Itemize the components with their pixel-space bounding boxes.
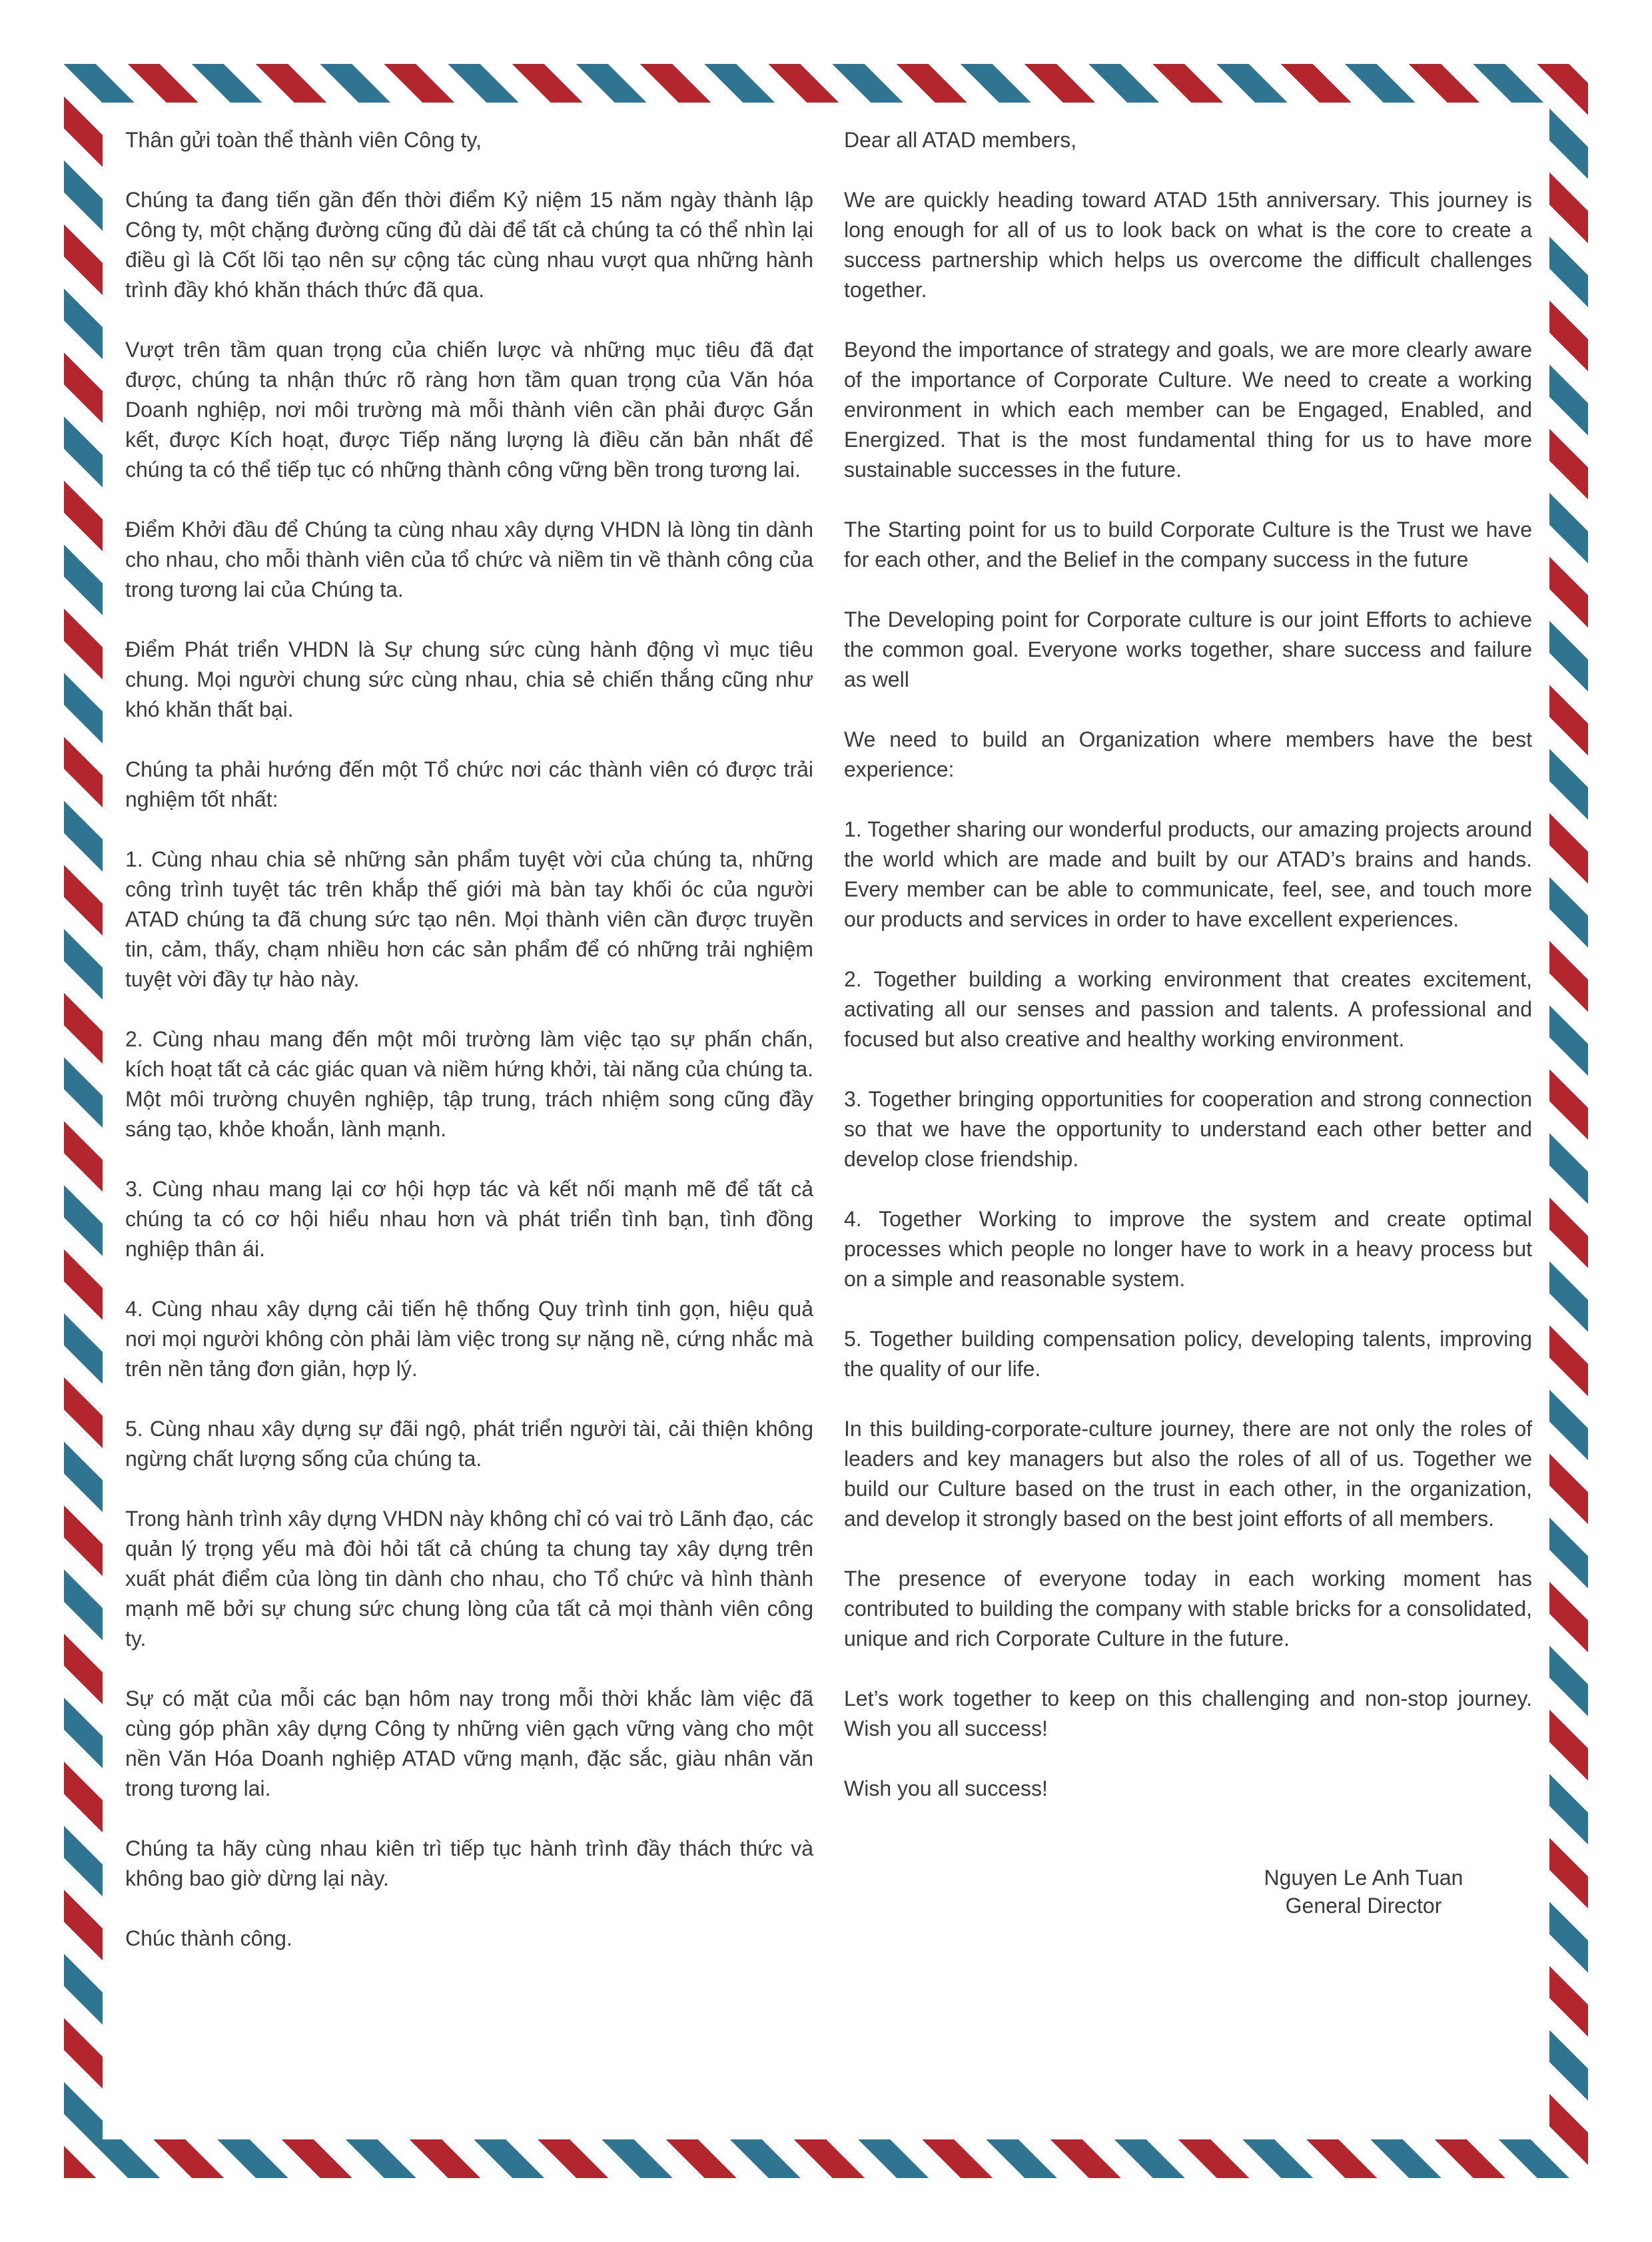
en-list-item: 5. Together building compensation policy, developing talents, improving the quality of our life.: [844, 1327, 1532, 1381]
vietnamese-column: [125, 125, 813, 2137]
en-paragraph: The Starting point for us to build Corporate Culture is the Trust we have for each other, and the Belief in the company success in the future: [844, 518, 1532, 571]
vi-list-item: 3. Cùng nhau mang lại cơ hội hợp tác và kết nối mạnh mẽ để tất cả chúng ta có cơ hội hiểu nhau hơn và phát triển tình bạn, tình đồng nghiệp thân ái.: [125, 1177, 813, 1261]
en-paragraph: Let’s work together to keep on this challenging and non-stop journey. Wish you all success!: [844, 1686, 1532, 1740]
en-list-item: 3. Together bringing opportunities for cooperation and strong connection so that we have the opportunity to understand each other better and develop close friendship.: [844, 1087, 1532, 1171]
en-greeting: Dear all ATAD members,: [844, 128, 1077, 152]
vi-closing: Chúc thành công.: [125, 1926, 292, 1950]
vi-list-item: 4. Cùng nhau xây dựng cải tiến hệ thống Quy trình tinh gọn, hiệu quả nơi mọi người không còn phải làm việc trong sự nặng nề, cứng nhắc mà trên nền tảng đơn giản, hợp lý.: [125, 1297, 813, 1381]
vi-paragraph: Chúng ta phải hướng đến một Tổ chức nơi các thành viên có được trải nghiệm tốt nhất:: [125, 757, 813, 811]
en-closing: Wish you all success!: [844, 1776, 1048, 1800]
vi-paragraph: Chúng ta đang tiến gần đến thời điểm Kỷ niệm 15 năm ngày thành lập Công ty, một chặng đường cũng đủ dài để tất cả chúng ta có thể nhìn lại điều gì là Cốt lõi tạo nên sự cộng tác cùng nhau vượt qua những hành trình đầy khó khăn thách thức đã qua.: [125, 188, 813, 302]
vi-paragraph: Vượt trên tầm quan trọng của chiến lược và những mục tiêu đã đạt được, chúng ta nhận thức rõ ràng hơn tầm quan trọng của Văn hóa Doanh nghiệp, nơi môi trường mà mỗi thành viên cần phải được Gắn kết, được Kích hoạt, được Tiếp năng lượng là điều căn bản nhất để chúng ta có thể tiếp tục có những thành công vững bền trong tương lai.: [125, 338, 813, 482]
vi-list-item: 5. Cùng nhau xây dựng sự đãi ngộ, phát triển người tài, cải thiện không ngừng chất lượng sống của chúng ta.: [125, 1417, 813, 1471]
vi-list-item: 2. Cùng nhau mang đến một môi trường làm việc tạo sự phấn chấn, kích hoạt tất cả các giác quan và niềm hứng khởi, tài năng của chúng ta. Một môi trường chuyên nghiệp, tập trung, trách nhiệm song cũng đầy sáng tạo, khỏe khoắn, lành mạnh.: [125, 1027, 813, 1141]
en-paragraph: The Developing point for Corporate culture is our joint Efforts to achieve the common goal. Everyone works together, share success and failure as well: [844, 607, 1532, 691]
signature-block: [844, 1864, 1510, 1920]
signature-name: Nguyen Le Anh Tuan: [1264, 1866, 1463, 1890]
vi-greeting: Thân gửi toàn thể thành viên Công ty,: [125, 128, 482, 152]
signature-title: General Director: [1285, 1894, 1442, 1918]
en-list-item: 1. Together sharing our wonderful products, our amazing projects around the world which are made and built by our ATAD’s brains and hands. Every member can be able to communicate, feel, see, and touch more our products and services in order to have excellent experiences.: [844, 817, 1532, 931]
en-paragraph: The presence of everyone today in each working moment has contributed to building the company with stable bricks for a consolidated, unique and rich Corporate Culture in the future.: [844, 1567, 1532, 1651]
en-list-item: 4. Together Working to improve the system and create optimal processes which people no longer have to work in a heavy process but on a simple and reasonable system.: [844, 1207, 1532, 1291]
en-paragraph: In this building-corporate-culture journey, there are not only the roles of leaders and key managers but also the roles of all of us. Together we build our Culture based on the trust in each other, in the organization, and develop it strongly based on the best joint efforts of all members.: [844, 1417, 1532, 1531]
en-paragraph: Beyond the importance of strategy and goals, we are more clearly aware of the importance of Corporate Culture. We need to create a working environment in which each member can be Engaged, Enabled, and Energized. That is the most fundamental thing for us to have more sustainable successes in the future.: [844, 338, 1532, 482]
vi-paragraph: Điểm Khởi đầu để Chúng ta cùng nhau xây dựng VHDN là lòng tin dành cho nhau, cho mỗi thành viên của tổ chức và niềm tin về thành công của trong tương lai của Chúng ta.: [125, 518, 813, 601]
vi-paragraph: Sự có mặt của mỗi các bạn hôm nay trong mỗi thời khắc làm việc đã cùng góp phần xây dựng Công ty những viên gạch vững vàng cho một nền Văn Hóa Doanh nghiệp ATAD vững mạnh, đặc sắc, giàu nhân văn trong tương lai.: [125, 1686, 813, 1800]
english-column: [844, 125, 1532, 2137]
en-paragraph: We need to build an Organization where members have the best experience:: [844, 727, 1532, 781]
vi-list-item: 1. Cùng nhau chia sẻ những sản phẩm tuyệt vời của chúng ta, những công trình tuyệt tác trên khắp thế giới mà bàn tay khối óc của người ATAD chúng ta đã chung sức tạo nên. Mọi thành viên cần được truyền tin, cảm, thấy, chạm nhiều hơn các sản phẩm để có những trải nghiệm tuyệt vời đầy tự hào này.: [125, 847, 813, 991]
vi-paragraph: Điểm Phát triển VHDN là Sự chung sức cùng hành động vì mục tiêu chung. Mọi người chung sức cùng nhau, chia sẻ chiến thắng cũng như khó khăn thất bại.: [125, 637, 813, 721]
letter-content: [125, 125, 1532, 2137]
vi-paragraph: Chúng ta hãy cùng nhau kiên trì tiếp tục hành trình đầy thách thức và không bao giờ dừng lại này.: [125, 1836, 813, 1890]
vi-paragraph: Trong hành trình xây dựng VHDN này không chỉ có vai trò Lãnh đạo, các quản lý trọng yếu mà đòi hỏi tất cả chúng ta chung tay xây dựng trên xuất phát điểm của lòng tin dành cho nhau, cho Tổ chức và hình thành mạnh mẽ bởi sự chung sức chung lòng của tất cả mọi thành viên công ty.: [125, 1507, 813, 1651]
en-paragraph: We are quickly heading toward ATAD 15th anniversary. This journey is long enough for all of us to look back on what is the core to create a success partnership which helps us overcome the difficult challenges together.: [844, 188, 1532, 302]
en-list-item: 2. Together building a working environment that creates excitement, activating all our senses and passion and talents. A professional and focused but also creative and healthy working environment.: [844, 967, 1532, 1051]
